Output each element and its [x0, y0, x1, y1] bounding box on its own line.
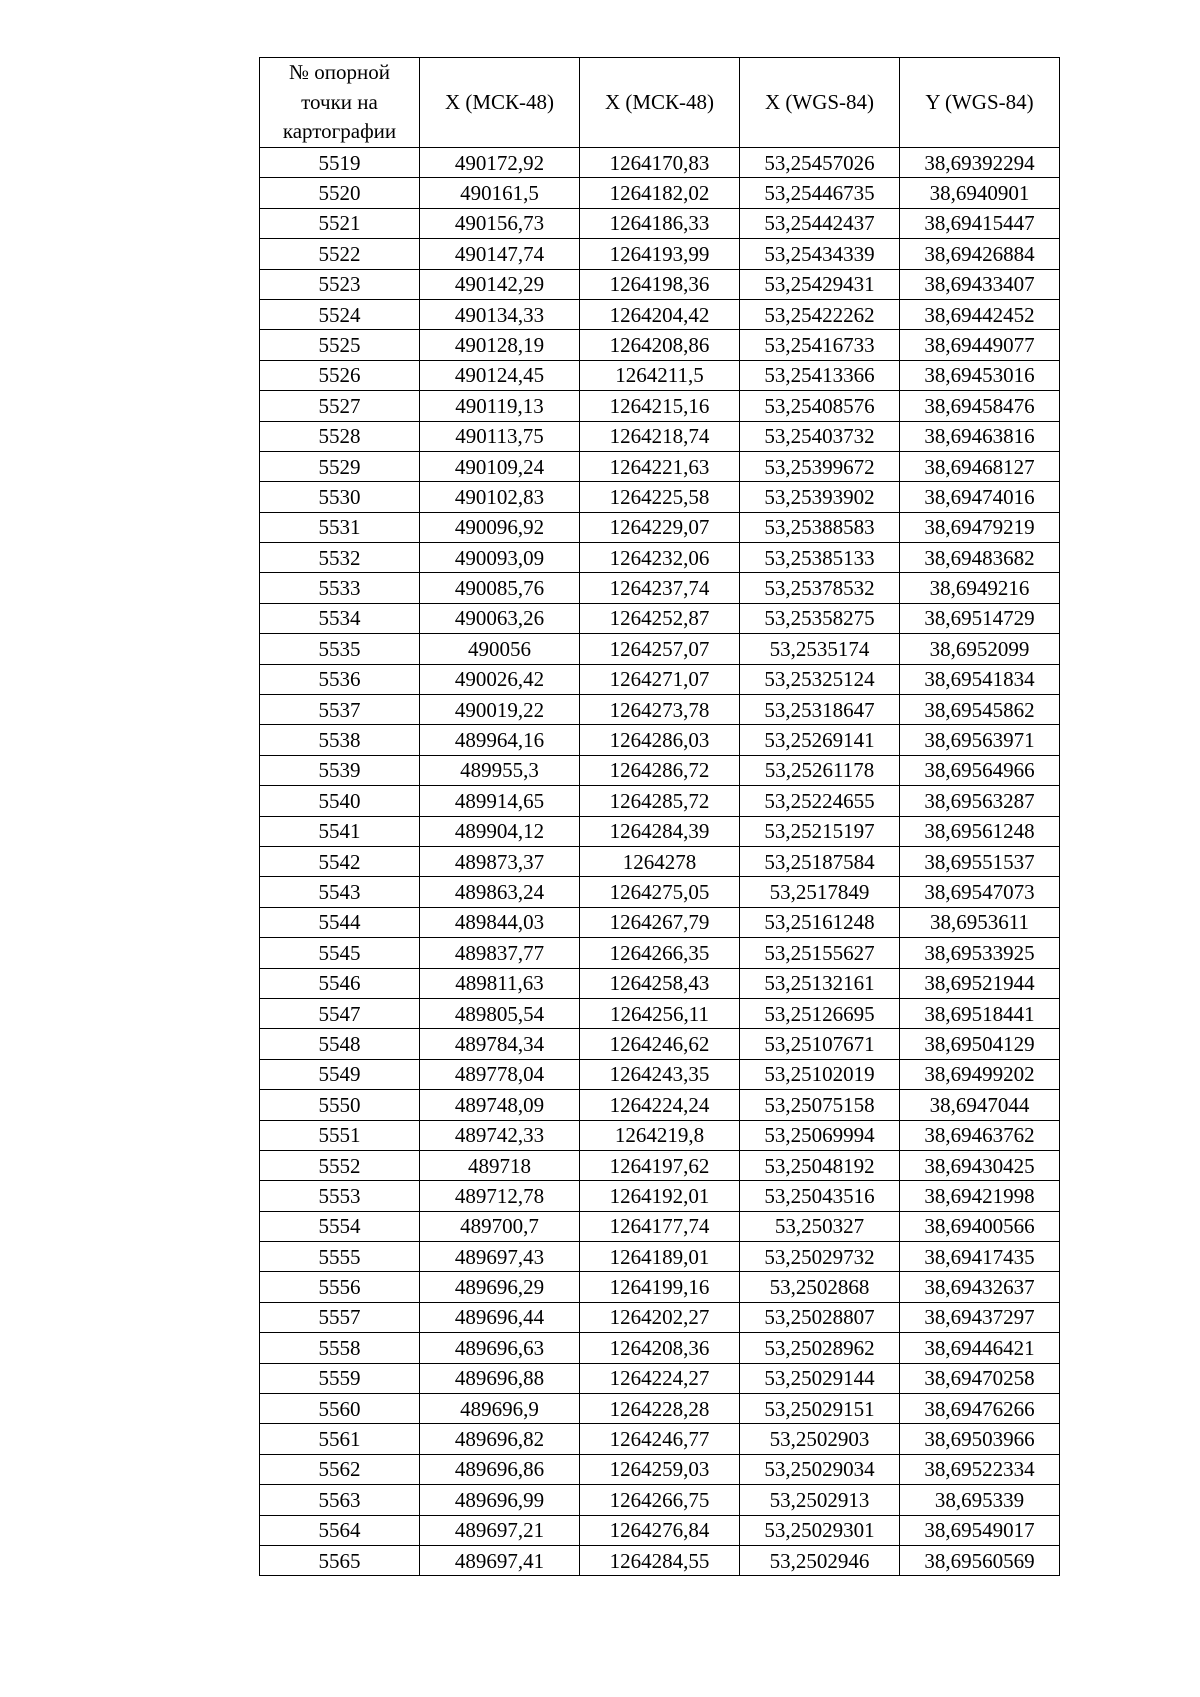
table-row: [260, 148, 1060, 178]
table-row: [260, 695, 1060, 725]
y-wgs84-cell: 38,69470258: [900, 1363, 1060, 1393]
y-wgs84-cell: 38,69551537: [900, 846, 1060, 876]
table-row: [260, 360, 1060, 390]
y-wgs84-cell: 38,69545862: [900, 695, 1060, 725]
point-number-cell: 5522: [260, 239, 420, 269]
x-msk48-first-cell: 489863,24: [420, 877, 580, 907]
x-msk48-first-cell: 490142,29: [420, 269, 580, 299]
x-msk48-first-cell: 489696,9: [420, 1394, 580, 1424]
x-wgs84-cell: 53,25416733: [740, 330, 900, 360]
x-msk48-second-cell: 1264286,72: [580, 755, 740, 785]
x-msk48-first-cell: 489955,3: [420, 755, 580, 785]
x-msk48-second-cell: 1264266,75: [580, 1485, 740, 1515]
point-number-cell: 5534: [260, 603, 420, 633]
x-msk48-first-cell: 489748,09: [420, 1090, 580, 1120]
point-number-cell: 5547: [260, 998, 420, 1028]
x-msk48-first-cell: 489873,37: [420, 846, 580, 876]
x-msk48-second-cell: 1264267,79: [580, 907, 740, 937]
x-msk48-first-cell: 489904,12: [420, 816, 580, 846]
x-wgs84-cell: 53,25429431: [740, 269, 900, 299]
x-msk48-first-cell: 490119,13: [420, 391, 580, 421]
x-msk48-second-cell: 1264208,86: [580, 330, 740, 360]
x-msk48-first-cell: 489778,04: [420, 1059, 580, 1089]
x-wgs84-cell: 53,25155627: [740, 938, 900, 968]
point-number-cell: 5526: [260, 360, 420, 390]
x-msk48-first-cell: 489697,43: [420, 1242, 580, 1272]
point-number-cell: 5543: [260, 877, 420, 907]
y-wgs84-cell: 38,69522334: [900, 1454, 1060, 1484]
header-row: [260, 58, 1060, 148]
point-number-cell: 5542: [260, 846, 420, 876]
x-msk48-second-cell: 1264170,83: [580, 148, 740, 178]
x-wgs84-cell: 53,25388583: [740, 512, 900, 542]
table-row: [260, 512, 1060, 542]
x-msk48-second-cell: 1264186,33: [580, 208, 740, 238]
table-row: [260, 543, 1060, 573]
point-number-cell: 5550: [260, 1090, 420, 1120]
header-x-msk48-second: X (МСК-48): [580, 58, 740, 148]
x-wgs84-cell: 53,25325124: [740, 664, 900, 694]
x-msk48-first-cell: 489811,63: [420, 968, 580, 998]
x-msk48-second-cell: 1264192,01: [580, 1181, 740, 1211]
x-wgs84-cell: 53,25029144: [740, 1363, 900, 1393]
table-row: [260, 1181, 1060, 1211]
y-wgs84-cell: 38,69479219: [900, 512, 1060, 542]
x-msk48-second-cell: 1264221,63: [580, 451, 740, 481]
point-number-cell: 5530: [260, 482, 420, 512]
x-msk48-second-cell: 1264246,62: [580, 1029, 740, 1059]
x-msk48-second-cell: 1264189,01: [580, 1242, 740, 1272]
point-number-cell: 5557: [260, 1302, 420, 1332]
x-msk48-second-cell: 1264286,03: [580, 725, 740, 755]
x-msk48-second-cell: 1264211,5: [580, 360, 740, 390]
y-wgs84-cell: 38,69503966: [900, 1424, 1060, 1454]
x-msk48-second-cell: 1264273,78: [580, 695, 740, 725]
y-wgs84-cell: 38,6953611: [900, 907, 1060, 937]
x-wgs84-cell: 53,2535174: [740, 634, 900, 664]
x-msk48-first-cell: 489697,41: [420, 1545, 580, 1575]
y-wgs84-cell: 38,69415447: [900, 208, 1060, 238]
y-wgs84-cell: 38,69458476: [900, 391, 1060, 421]
y-wgs84-cell: 38,69421998: [900, 1181, 1060, 1211]
point-number-cell: 5554: [260, 1211, 420, 1241]
y-wgs84-cell: 38,69437297: [900, 1302, 1060, 1332]
x-msk48-second-cell: 1264229,07: [580, 512, 740, 542]
x-msk48-second-cell: 1264246,77: [580, 1424, 740, 1454]
x-msk48-second-cell: 1264256,11: [580, 998, 740, 1028]
x-wgs84-cell: 53,25434339: [740, 239, 900, 269]
point-number-cell: 5558: [260, 1333, 420, 1363]
x-wgs84-cell: 53,25029301: [740, 1515, 900, 1545]
table-row: [260, 725, 1060, 755]
table-row: [260, 1545, 1060, 1575]
point-number-cell: 5540: [260, 786, 420, 816]
y-wgs84-cell: 38,69433407: [900, 269, 1060, 299]
y-wgs84-cell: 38,69449077: [900, 330, 1060, 360]
table-row: [260, 1059, 1060, 1089]
point-number-cell: 5549: [260, 1059, 420, 1089]
table-row: [260, 299, 1060, 329]
table-row: [260, 1515, 1060, 1545]
table-row: [260, 664, 1060, 694]
x-wgs84-cell: 53,25215197: [740, 816, 900, 846]
x-msk48-first-cell: 489696,29: [420, 1272, 580, 1302]
table-row: [260, 482, 1060, 512]
y-wgs84-cell: 38,69561248: [900, 816, 1060, 846]
y-wgs84-cell: 38,69468127: [900, 451, 1060, 481]
x-msk48-first-cell: 489700,7: [420, 1211, 580, 1241]
point-number-cell: 5520: [260, 178, 420, 208]
header-point-number-line: картографии: [282, 119, 397, 144]
x-msk48-second-cell: 1264198,36: [580, 269, 740, 299]
x-msk48-first-cell: 489696,44: [420, 1302, 580, 1332]
table-row: [260, 1302, 1060, 1332]
y-wgs84-cell: 38,6949216: [900, 573, 1060, 603]
x-msk48-first-cell: 489696,86: [420, 1454, 580, 1484]
x-msk48-second-cell: 1264224,27: [580, 1363, 740, 1393]
x-msk48-second-cell: 1264243,35: [580, 1059, 740, 1089]
x-msk48-second-cell: 1264202,27: [580, 1302, 740, 1332]
table-row: [260, 786, 1060, 816]
x-msk48-second-cell: 1264204,42: [580, 299, 740, 329]
x-wgs84-cell: 53,25107671: [740, 1029, 900, 1059]
y-wgs84-cell: 38,69564966: [900, 755, 1060, 785]
y-wgs84-cell: 38,69432637: [900, 1272, 1060, 1302]
x-msk48-second-cell: 1264215,16: [580, 391, 740, 421]
table-row: [260, 1454, 1060, 1484]
x-wgs84-cell: 53,25403732: [740, 421, 900, 451]
x-msk48-first-cell: 490056: [420, 634, 580, 664]
x-wgs84-cell: 53,25318647: [740, 695, 900, 725]
table-row: [260, 1211, 1060, 1241]
x-msk48-first-cell: 490161,5: [420, 178, 580, 208]
x-msk48-first-cell: 490093,09: [420, 543, 580, 573]
y-wgs84-cell: 38,69463816: [900, 421, 1060, 451]
x-msk48-second-cell: 1264257,07: [580, 634, 740, 664]
table-row: [260, 968, 1060, 998]
table-row: [260, 816, 1060, 846]
x-wgs84-cell: 53,25102019: [740, 1059, 900, 1089]
point-number-cell: 5563: [260, 1485, 420, 1515]
x-msk48-first-cell: 490156,73: [420, 208, 580, 238]
point-number-cell: 5561: [260, 1424, 420, 1454]
table-row: [260, 451, 1060, 481]
y-wgs84-cell: 38,69453016: [900, 360, 1060, 390]
x-msk48-second-cell: 1264218,74: [580, 421, 740, 451]
table-row: [260, 1120, 1060, 1150]
x-msk48-first-cell: 490102,83: [420, 482, 580, 512]
x-msk48-second-cell: 1264193,99: [580, 239, 740, 269]
y-wgs84-cell: 38,69514729: [900, 603, 1060, 633]
table-row: [260, 634, 1060, 664]
point-number-cell: 5533: [260, 573, 420, 603]
point-number-cell: 5532: [260, 543, 420, 573]
table-row: [260, 208, 1060, 238]
table-row: [260, 755, 1060, 785]
point-number-cell: 5555: [260, 1242, 420, 1272]
point-number-cell: 5529: [260, 451, 420, 481]
y-wgs84-cell: 38,69483682: [900, 543, 1060, 573]
x-msk48-first-cell: 490019,22: [420, 695, 580, 725]
y-wgs84-cell: 38,69518441: [900, 998, 1060, 1028]
point-number-cell: 5527: [260, 391, 420, 421]
y-wgs84-cell: 38,69549017: [900, 1515, 1060, 1545]
x-msk48-second-cell: 1264224,24: [580, 1090, 740, 1120]
x-wgs84-cell: 53,2502913: [740, 1485, 900, 1515]
x-msk48-first-cell: 489742,33: [420, 1120, 580, 1150]
x-wgs84-cell: 53,25385133: [740, 543, 900, 573]
x-msk48-second-cell: 1264258,43: [580, 968, 740, 998]
x-wgs84-cell: 53,250327: [740, 1211, 900, 1241]
x-msk48-second-cell: 1264278: [580, 846, 740, 876]
header-point-number: [260, 58, 420, 148]
x-msk48-first-cell: 489712,78: [420, 1181, 580, 1211]
y-wgs84-cell: 38,69563287: [900, 786, 1060, 816]
table-row: [260, 877, 1060, 907]
x-msk48-first-cell: 490109,24: [420, 451, 580, 481]
table-row: [260, 603, 1060, 633]
x-wgs84-cell: 53,25126695: [740, 998, 900, 1028]
table-header: [260, 58, 1060, 148]
table-row: [260, 1272, 1060, 1302]
x-msk48-second-cell: 1264252,87: [580, 603, 740, 633]
y-wgs84-cell: 38,69563971: [900, 725, 1060, 755]
y-wgs84-cell: 38,695339: [900, 1485, 1060, 1515]
table-row: [260, 1394, 1060, 1424]
y-wgs84-cell: 38,69430425: [900, 1150, 1060, 1180]
x-wgs84-cell: 53,25069994: [740, 1120, 900, 1150]
y-wgs84-cell: 38,69400566: [900, 1211, 1060, 1241]
x-msk48-first-cell: 490113,75: [420, 421, 580, 451]
x-msk48-second-cell: 1264219,8: [580, 1120, 740, 1150]
y-wgs84-cell: 38,69417435: [900, 1242, 1060, 1272]
y-wgs84-cell: 38,6940901: [900, 178, 1060, 208]
x-wgs84-cell: 53,25393902: [740, 482, 900, 512]
table-row: [260, 391, 1060, 421]
point-number-cell: 5553: [260, 1181, 420, 1211]
x-msk48-second-cell: 1264225,58: [580, 482, 740, 512]
y-wgs84-cell: 38,69504129: [900, 1029, 1060, 1059]
y-wgs84-cell: 38,69533925: [900, 938, 1060, 968]
x-wgs84-cell: 53,25358275: [740, 603, 900, 633]
table-row: [260, 1090, 1060, 1120]
y-wgs84-cell: 38,6952099: [900, 634, 1060, 664]
x-wgs84-cell: 53,25048192: [740, 1150, 900, 1180]
table-row: [260, 421, 1060, 451]
point-number-cell: 5544: [260, 907, 420, 937]
table-body: [260, 148, 1060, 1576]
point-number-cell: 5531: [260, 512, 420, 542]
point-number-cell: 5535: [260, 634, 420, 664]
x-msk48-second-cell: 1264271,07: [580, 664, 740, 694]
point-number-cell: 5565: [260, 1545, 420, 1575]
header-point-number-line: № опорной: [288, 60, 390, 85]
x-msk48-first-cell: 489696,82: [420, 1424, 580, 1454]
x-msk48-first-cell: 489784,34: [420, 1029, 580, 1059]
table-row: [260, 1242, 1060, 1272]
table-row: [260, 907, 1060, 937]
x-wgs84-cell: 53,25446735: [740, 178, 900, 208]
y-wgs84-cell: 38,69476266: [900, 1394, 1060, 1424]
table-row: [260, 1150, 1060, 1180]
x-msk48-first-cell: 489697,21: [420, 1515, 580, 1545]
table-row: [260, 1424, 1060, 1454]
y-wgs84-cell: 38,69446421: [900, 1333, 1060, 1363]
header-x-wgs84: X (WGS-84): [740, 58, 900, 148]
x-msk48-second-cell: 1264208,36: [580, 1333, 740, 1363]
x-msk48-first-cell: 489696,99: [420, 1485, 580, 1515]
table-row: [260, 573, 1060, 603]
x-wgs84-cell: 53,25422262: [740, 299, 900, 329]
point-number-cell: 5545: [260, 938, 420, 968]
x-msk48-first-cell: 489718: [420, 1150, 580, 1180]
x-wgs84-cell: 53,25043516: [740, 1181, 900, 1211]
x-msk48-second-cell: 1264182,02: [580, 178, 740, 208]
point-number-cell: 5559: [260, 1363, 420, 1393]
table-row: [260, 1485, 1060, 1515]
x-msk48-first-cell: 490063,26: [420, 603, 580, 633]
x-wgs84-cell: 53,25075158: [740, 1090, 900, 1120]
x-wgs84-cell: 53,25224655: [740, 786, 900, 816]
table-row: [260, 1363, 1060, 1393]
y-wgs84-cell: 38,69547073: [900, 877, 1060, 907]
point-number-cell: 5546: [260, 968, 420, 998]
table-row: [260, 330, 1060, 360]
x-msk48-second-cell: 1264275,05: [580, 877, 740, 907]
x-msk48-first-cell: 490124,45: [420, 360, 580, 390]
x-wgs84-cell: 53,25029034: [740, 1454, 900, 1484]
point-number-cell: 5536: [260, 664, 420, 694]
point-number-cell: 5551: [260, 1120, 420, 1150]
x-msk48-first-cell: 489696,88: [420, 1363, 580, 1393]
point-number-cell: 5552: [260, 1150, 420, 1180]
y-wgs84-cell: 38,69560569: [900, 1545, 1060, 1575]
point-number-cell: 5521: [260, 208, 420, 238]
x-wgs84-cell: 53,25399672: [740, 451, 900, 481]
point-number-cell: 5560: [260, 1394, 420, 1424]
x-wgs84-cell: 53,25132161: [740, 968, 900, 998]
y-wgs84-cell: 38,69499202: [900, 1059, 1060, 1089]
x-msk48-second-cell: 1264284,55: [580, 1545, 740, 1575]
header-x-msk48-first: X (МСК-48): [420, 58, 580, 148]
table-row: [260, 938, 1060, 968]
x-msk48-second-cell: 1264232,06: [580, 543, 740, 573]
point-number-cell: 5523: [260, 269, 420, 299]
x-wgs84-cell: 53,25029732: [740, 1242, 900, 1272]
x-wgs84-cell: 53,2517849: [740, 877, 900, 907]
x-msk48-first-cell: 489844,03: [420, 907, 580, 937]
x-msk48-first-cell: 490128,19: [420, 330, 580, 360]
header-point-number-line: точки на: [301, 89, 378, 114]
point-number-cell: 5519: [260, 148, 420, 178]
coordinates-table: [259, 57, 1060, 1576]
x-wgs84-cell: 53,25028962: [740, 1333, 900, 1363]
x-msk48-second-cell: 1264259,03: [580, 1454, 740, 1484]
x-msk48-second-cell: 1264284,39: [580, 816, 740, 846]
x-wgs84-cell: 53,25413366: [740, 360, 900, 390]
x-wgs84-cell: 53,25269141: [740, 725, 900, 755]
x-wgs84-cell: 53,2502946: [740, 1545, 900, 1575]
table-row: [260, 1333, 1060, 1363]
point-number-cell: 5538: [260, 725, 420, 755]
y-wgs84-cell: 38,6947044: [900, 1090, 1060, 1120]
y-wgs84-cell: 38,69442452: [900, 299, 1060, 329]
y-wgs84-cell: 38,69521944: [900, 968, 1060, 998]
x-wgs84-cell: 53,25408576: [740, 391, 900, 421]
point-number-cell: 5564: [260, 1515, 420, 1545]
x-msk48-first-cell: 489964,16: [420, 725, 580, 755]
x-wgs84-cell: 53,25187584: [740, 846, 900, 876]
x-msk48-first-cell: 490172,92: [420, 148, 580, 178]
x-msk48-second-cell: 1264199,16: [580, 1272, 740, 1302]
x-msk48-first-cell: 489805,54: [420, 998, 580, 1028]
x-wgs84-cell: 53,25442437: [740, 208, 900, 238]
x-wgs84-cell: 53,25261178: [740, 755, 900, 785]
y-wgs84-cell: 38,69392294: [900, 148, 1060, 178]
x-msk48-second-cell: 1264266,35: [580, 938, 740, 968]
x-msk48-second-cell: 1264285,72: [580, 786, 740, 816]
header-y-wgs84: Y (WGS-84): [900, 58, 1060, 148]
x-wgs84-cell: 53,25161248: [740, 907, 900, 937]
x-msk48-first-cell: 490134,33: [420, 299, 580, 329]
y-wgs84-cell: 38,69541834: [900, 664, 1060, 694]
x-msk48-first-cell: 490147,74: [420, 239, 580, 269]
point-number-cell: 5525: [260, 330, 420, 360]
x-msk48-first-cell: 489914,65: [420, 786, 580, 816]
table-row: [260, 998, 1060, 1028]
x-msk48-first-cell: 489837,77: [420, 938, 580, 968]
x-wgs84-cell: 53,25028807: [740, 1302, 900, 1332]
table-row: [260, 178, 1060, 208]
x-msk48-first-cell: 490026,42: [420, 664, 580, 694]
x-msk48-second-cell: 1264197,62: [580, 1150, 740, 1180]
x-wgs84-cell: 53,25029151: [740, 1394, 900, 1424]
x-msk48-first-cell: 490085,76: [420, 573, 580, 603]
x-wgs84-cell: 53,2502868: [740, 1272, 900, 1302]
table-row: [260, 1029, 1060, 1059]
y-wgs84-cell: 38,69463762: [900, 1120, 1060, 1150]
x-msk48-second-cell: 1264177,74: [580, 1211, 740, 1241]
x-msk48-first-cell: 490096,92: [420, 512, 580, 542]
table-row: [260, 269, 1060, 299]
point-number-cell: 5528: [260, 421, 420, 451]
point-number-cell: 5562: [260, 1454, 420, 1484]
table-row: [260, 239, 1060, 269]
point-number-cell: 5537: [260, 695, 420, 725]
x-msk48-second-cell: 1264237,74: [580, 573, 740, 603]
point-number-cell: 5541: [260, 816, 420, 846]
x-wgs84-cell: 53,2502903: [740, 1424, 900, 1454]
point-number-cell: 5539: [260, 755, 420, 785]
y-wgs84-cell: 38,69426884: [900, 239, 1060, 269]
y-wgs84-cell: 38,69474016: [900, 482, 1060, 512]
x-msk48-second-cell: 1264228,28: [580, 1394, 740, 1424]
x-msk48-second-cell: 1264276,84: [580, 1515, 740, 1545]
point-number-cell: 5556: [260, 1272, 420, 1302]
table-row: [260, 846, 1060, 876]
x-wgs84-cell: 53,25378532: [740, 573, 900, 603]
point-number-cell: 5548: [260, 1029, 420, 1059]
x-wgs84-cell: 53,25457026: [740, 148, 900, 178]
point-number-cell: 5524: [260, 299, 420, 329]
x-msk48-first-cell: 489696,63: [420, 1333, 580, 1363]
